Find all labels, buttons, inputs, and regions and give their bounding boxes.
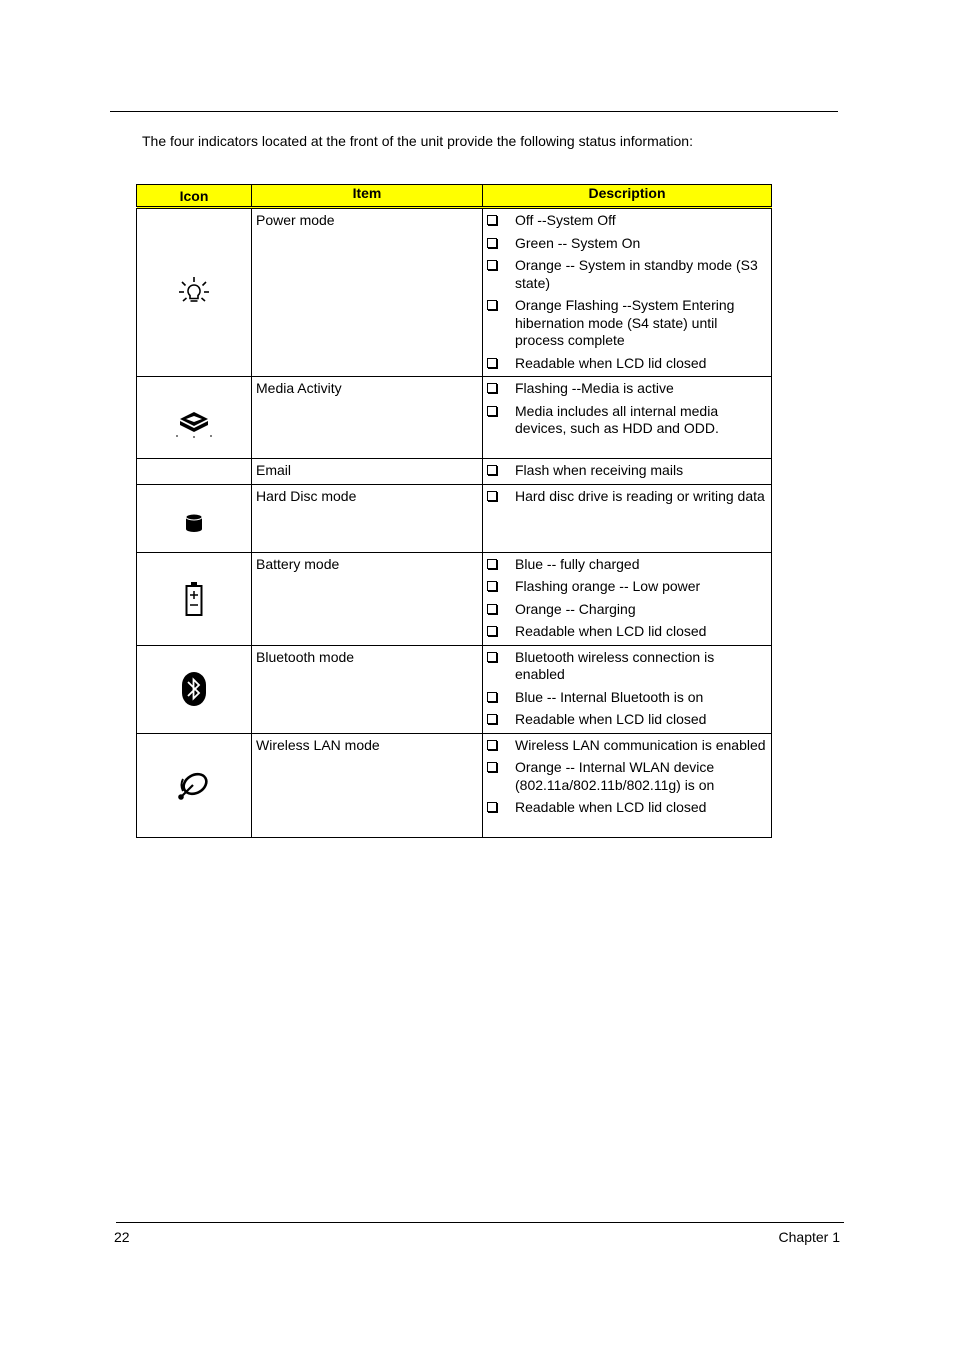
hard-disc-icon (137, 484, 252, 552)
description-bullet: Hard disc drive is reading or writing data (483, 488, 767, 506)
item-cell: Hard Disc mode (252, 484, 483, 552)
item-cell: Bluetooth mode (252, 645, 483, 733)
description-bullet: Off --System Off (483, 212, 767, 230)
description-bullet: Readable when LCD lid closed (483, 799, 767, 817)
description-cell (483, 733, 772, 837)
description-cell (483, 484, 772, 552)
indicator-table (136, 184, 772, 838)
description-bullet: Readable when LCD lid closed (483, 355, 767, 373)
description-bullet: Orange Flashing --System Entering hibernation mode (S4 state) until process complete (483, 297, 767, 350)
table-row (137, 733, 772, 837)
table-header-row (137, 185, 772, 208)
bluetooth-icon (137, 645, 252, 733)
email-icon-cell (137, 459, 252, 485)
wireless-lan-icon (137, 733, 252, 837)
description-bullet: Green -- System On (483, 235, 767, 253)
description-bullet: Flashing --Media is active (483, 380, 767, 398)
description-cell (483, 459, 772, 485)
description-bullet: Orange -- Charging (483, 601, 767, 619)
description-cell (483, 208, 772, 377)
item-cell: Power mode (252, 208, 483, 377)
description-bullet: Blue -- Internal Bluetooth is on (483, 689, 767, 707)
header-icon: Icon (137, 185, 252, 208)
table-row (137, 552, 772, 645)
item-cell: Battery mode (252, 552, 483, 645)
header-item: Item (252, 185, 483, 208)
description-bullet: Bluetooth wireless connection is enabled (483, 649, 767, 684)
header-description: Description (483, 185, 772, 208)
description-bullet: Orange -- Internal WLAN device (802.11a/802.11b/802.11g) is on (483, 759, 767, 794)
table-row (137, 377, 772, 459)
description-bullet: Orange -- System in standby mode (S3 state) (483, 257, 767, 292)
description-bullet: Flashing orange -- Low power (483, 578, 767, 596)
header-rule (110, 111, 838, 112)
item-cell: Email (252, 459, 483, 485)
battery-icon (137, 552, 252, 645)
description-cell (483, 552, 772, 645)
media-activity-icon (137, 377, 252, 459)
item-cell: Wireless LAN mode (252, 733, 483, 837)
table-row (137, 208, 772, 377)
description-cell (483, 645, 772, 733)
table-row (137, 645, 772, 733)
description-bullet: Readable when LCD lid closed (483, 711, 767, 729)
description-bullet: Wireless LAN communication is enabled (483, 737, 767, 755)
chapter-label: Chapter 1 (778, 1229, 840, 1245)
page-number: 22 (114, 1229, 130, 1245)
intro-paragraph: The four indicators located at the front of the unit provide the following status information: (142, 133, 693, 149)
description-bullet: Readable when LCD lid closed (483, 623, 767, 641)
table-row (137, 459, 772, 485)
item-cell: Media Activity (252, 377, 483, 459)
power-bulb-icon (137, 208, 252, 377)
description-bullet: Flash when receiving mails (483, 462, 767, 480)
description-cell (483, 377, 772, 459)
table-row (137, 484, 772, 552)
footer-rule (116, 1222, 844, 1223)
description-bullet: Blue -- fully charged (483, 556, 767, 574)
description-bullet: Media includes all internal media devices, such as HDD and ODD. (483, 403, 767, 438)
